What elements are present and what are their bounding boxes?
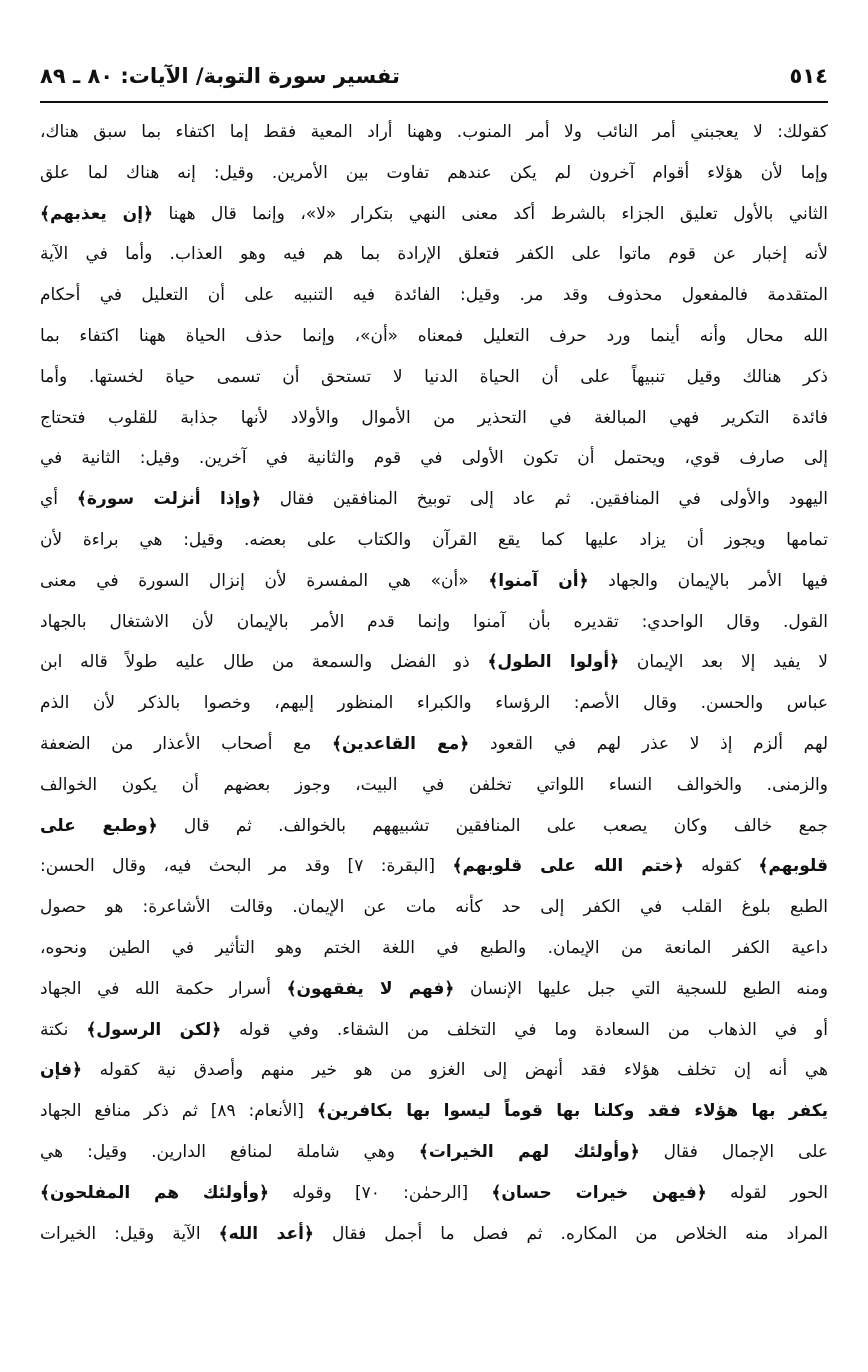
text-line [40,561,828,602]
text-segment: ومنه الطبع للسجية التي جبل عليها الإنسان [454,978,828,999]
quran-quote: ﴿فهم لا يفقهون﴾ [286,978,455,999]
text-line [40,1173,828,1214]
page-header [40,58,828,98]
text-segment: نكتة [40,1019,87,1040]
text-segment: [الأنعام: ٨٩] ثم ذكر منافع الجهاد [40,1101,317,1122]
text-segment: كقولك: لا يعجبني أمر النائب ولا أمر المنوب. وههنا أراد المعية فقط إما اكتفاء بما سبق هناك، [40,122,828,142]
quran-quote: ﴿فإن [40,1060,82,1081]
text-line [40,234,828,275]
text-line [40,1132,828,1173]
text-segment: الآية وقيل: الخيرات [40,1223,219,1244]
text-segment: أسرار حكمة الله في الجهاد [40,978,287,999]
text-segment: وهي شاملة لمنافع الدارين. وقيل: هي [40,1141,419,1162]
text-segment: فائدة التكرير فهي المبالغة في التحذير من الأموال والأولاد لأنها جذابة للقلوب فتحتاج [40,407,828,428]
quran-quote: ﴿وطبع على [40,815,158,836]
text-segment: لهم ألزم إذ لا عذر لهم في القعود [469,733,828,754]
text-line [40,806,828,847]
text-segment: أو في الذهاب من السعادة وما في التخلف من الشقاء. وفي قوله [221,1019,828,1040]
text-line [40,1091,828,1132]
text-segment: هي أنه إن تخلف هؤلاء فقد أنهض إلى الغزو من هو خير منهم وأصدق نية كقوله [82,1060,828,1081]
text-line [40,1050,828,1091]
text-segment: تمامها ويجوز أن يزاد عليها كما يقع القرآن والكتاب على بعضه. وقيل: هي براءة لأن [40,529,828,550]
text-segment: مع أصحاب الأعذار من الضعفة [40,733,333,754]
text-segment: اليهود والأولى في المنافقين. ثم عاد إلى توبيخ المنافقين فقال [260,489,828,510]
text-line [40,316,828,357]
running-title: تفسير سورة التوبة/ الآيات: ٨٠ ـ ٨٩ [40,64,400,88]
text-segment: ذكر هنالك وقيل تنبيهاً على أن الحياة الدنيا لا تستحق أن تسمى حياة لخستها. وأما [40,366,828,387]
text-segment: «أن» هي المفسرة لأن إنزال السورة في معنى [40,570,489,591]
quran-quote: ﴿وأولئك لهم الخيرات﴾ [418,1141,640,1162]
text-line [40,928,828,969]
text-line [40,1214,828,1255]
quran-quote: ﴿وأولئك هم المفلحون﴾ [40,1182,269,1203]
text-line [40,479,828,520]
text-line [40,398,828,439]
quran-quote: يكفر بها هؤلاء فقد وكلنا بها قوماً ليسوا بها بكافرين﴾ [316,1101,828,1122]
text-line [40,357,828,398]
quran-quote: ﴿أولوا الطول﴾ [487,652,620,673]
quran-quote: ﴿ختم الله على قلوبهم﴾ [452,856,684,877]
text-line [40,112,828,153]
text-segment: لا يفيد إلا بعد الإيمان [619,652,828,673]
text-segment: وإما لأن هؤلاء أقوام آخرون لم يكن عندهم تفاوت بين الأمرين. وقيل: إنه هناك لما علق [40,162,828,183]
text-line [40,520,828,561]
text-segment: ذو الفضل والسمعة من طال عليه طولاً قاله ابن [40,652,488,673]
page-number: ٥١٤ [789,64,828,88]
text-segment: المراد منه الخلاص من المكاره. ثم فصل ما أجمل فقال [313,1223,828,1244]
text-segment: [الرحمٰن: ٧٠] وقوله [268,1182,492,1203]
quran-quote: ﴿وإذا أنزلت سورة﴾ [76,489,261,510]
quran-quote: ﴿فيهن خيرات حسان﴾ [491,1182,707,1203]
text-segment: جمع خالف وكان يصعب على المنافقين تشبيههم بالخوالف. ثم قال [157,815,828,836]
text-segment: [البقرة: ٧] وقد مر البحث فيه، وقال الحسن: [40,856,453,877]
text-line [40,887,828,928]
text-line [40,438,828,479]
text-segment: كقوله [683,856,759,877]
text-line [40,683,828,724]
text-segment: داعية الكفر المانعة من الإيمان. والطبع في اللغة الختم وهو التأثير في الطين ونحوه، [40,937,828,958]
text-line [40,765,828,806]
header-divider [40,101,828,103]
quran-quote: ﴿لكن الرسول﴾ [86,1019,222,1040]
quran-quote: ﴿إن يعذبهم﴾ [40,203,153,224]
quran-quote: قلوبهم﴾ [758,856,828,877]
text-segment: على الإجمال فقال [639,1141,828,1162]
text-segment: عباس والحسن. وقال الأصم: الرؤساء والكبراء المنظور إليهم، وخصوا بالذكر لأن الذم [40,693,828,714]
quran-quote: ﴿مع القاعدين﴾ [332,733,470,754]
text-segment: لأنه إخبار عن قوم ماتوا على الكفر فتعلق الإرادة بما هم فيه وهو العذاب. وأما في الآية [40,244,828,265]
text-segment: أي [40,489,77,510]
quran-quote: ﴿أن آمنوا﴾ [488,570,589,591]
text-line [40,642,828,683]
text-line [40,969,828,1010]
text-line [40,1010,828,1051]
text-line [40,194,828,235]
text-line [40,724,828,765]
text-segment: الله محال وأنه أينما ورد حرف التعليل فمعناه «أن»، وإنما حذف الحياة ههنا اكتفاء بما [40,325,828,346]
text-segment: والزمنى. والخوالف النساء اللواتي تخلفن في البيت، وجوز بعضهم أن يكون الخوالف [40,774,828,795]
text-line [40,846,828,887]
text-line [40,275,828,316]
body-text [40,112,828,1254]
text-segment: الطبع بلوغ القلب في الكفر إلى حد كأنه مات عن الإيمان. وقالت الأشاعرة: هو حصول [40,897,828,918]
text-line [40,602,828,643]
text-line [40,153,828,194]
text-segment: الثاني بالأول تعليق الجزاء بالشرط أكد معنى النهي بتكرار «لا»، وإنما قال ههنا [152,203,828,224]
text-segment: فيها الأمر بالإيمان والجهاد [588,570,828,591]
quran-quote: ﴿أعد الله﴾ [218,1223,314,1244]
text-segment: القول. وقال الواحدي: تقديره بأن آمنوا وإنما قدم الأمر بالإيمان لأن الاشتغال بالجهاد [40,611,828,632]
text-segment: الحور لقوله [706,1182,828,1203]
text-segment: المتقدمة فالمفعول محذوف وقد مر. وقيل: الفائدة فيه التنبيه على أن التعليل في أحكام [40,285,828,306]
text-segment: إلى صارف قوي، ويحتمل أن تكون الأولى في قوم والثانية في آخرين. وقيل: الثانية في [40,448,828,469]
